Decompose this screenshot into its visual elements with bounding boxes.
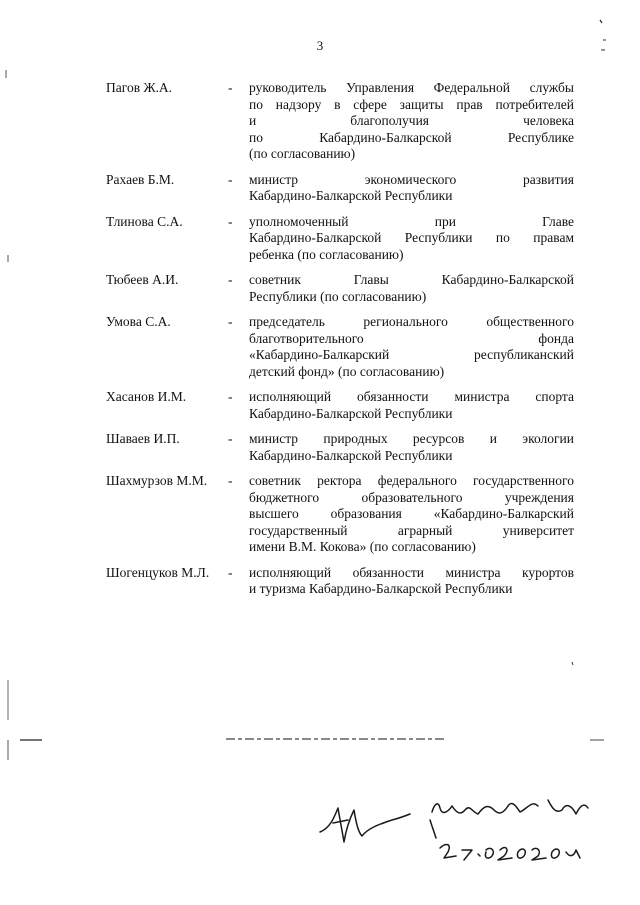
member-name: Шаваев И.П. <box>106 431 180 446</box>
member-dash: - <box>228 272 233 287</box>
position-line: и туризма Кабардино-Балкарской Республики <box>249 581 513 596</box>
member-dash: - <box>228 431 233 446</box>
position-line: ребенка (по согласованию) <box>249 246 404 262</box>
position-line: «Кабардино-Балкарский республиканский <box>249 347 574 362</box>
member-dash: - <box>228 213 233 229</box>
position-line: председатель регионального общественного <box>249 314 574 329</box>
signature-name: Кумыков А. М. <box>432 826 439 827</box>
position-line: Кабардино-Балкарской Республики <box>249 188 453 203</box>
member-dash: - <box>228 473 233 488</box>
member-name: Пагов Ж.А. <box>106 80 173 95</box>
page-number: 3 <box>316 38 324 53</box>
position-line: Кабардино-Балкарской Республики <box>249 405 453 421</box>
initials-scribble <box>320 808 410 842</box>
position-line: уполномоченный при Главе <box>249 213 574 229</box>
position-line: министр природных ресурсов и экологии <box>249 431 574 446</box>
position-line: Республики (по согласованию) <box>249 288 427 304</box>
position-line: и благополучия человека <box>249 113 574 128</box>
position-line: бюджетного образовательного учреждения <box>249 489 574 505</box>
position-line: советник ректора федерального государственного <box>249 473 574 488</box>
position-line: имени В.М. Кокова» (по согласованию) <box>249 539 476 554</box>
position-line: руководитель Управления Федеральной службы <box>249 80 574 95</box>
position-line: государственный аграрный университет <box>249 522 574 538</box>
member-name: Умова С.А. <box>106 314 171 329</box>
position-line: Кабардино-Балкарской Республики по правам <box>249 230 574 245</box>
member-name: Шогенцуков М.Л. <box>106 564 210 580</box>
position-line: по надзору в сфере защиты прав потребителей <box>249 96 574 112</box>
member-dash: - <box>228 80 233 95</box>
member-dash: - <box>228 314 233 329</box>
position-line: благотворительного фонда <box>249 330 574 346</box>
position-line: по Кабардино-Балкарской Республике <box>249 129 574 145</box>
member-name: Рахаев Б.М. <box>106 171 175 187</box>
position-line: исполняющий обязанности министра курортов <box>249 564 574 580</box>
position-line: (по согласованию) <box>249 146 356 161</box>
member-name: Хасанов И.М. <box>106 389 187 404</box>
name-scribble <box>432 804 538 814</box>
member-dash: - <box>228 564 233 580</box>
position-line: советник Главы Кабардино-Балкарской <box>249 272 574 287</box>
member-name: Тлинова С.А. <box>106 213 183 229</box>
position-line: Кабардино-Балкарской Республики <box>249 447 453 463</box>
member-dash: - <box>228 171 233 187</box>
position-line: министр экономического развития <box>249 171 574 187</box>
position-line: высшего образования «Кабардино-Балкарский <box>249 506 574 521</box>
date-scribble <box>440 845 580 860</box>
position-line: детский фонд» (по согласованию) <box>249 363 445 379</box>
member-dash: - <box>228 389 233 404</box>
member-name: Тюбеев А.И. <box>106 272 179 287</box>
signature-date: 27.02.2020г. <box>440 866 446 867</box>
member-name: Шахмурзов М.М. <box>106 473 208 488</box>
position-line: исполняющий обязанности министра спорта <box>249 389 574 404</box>
